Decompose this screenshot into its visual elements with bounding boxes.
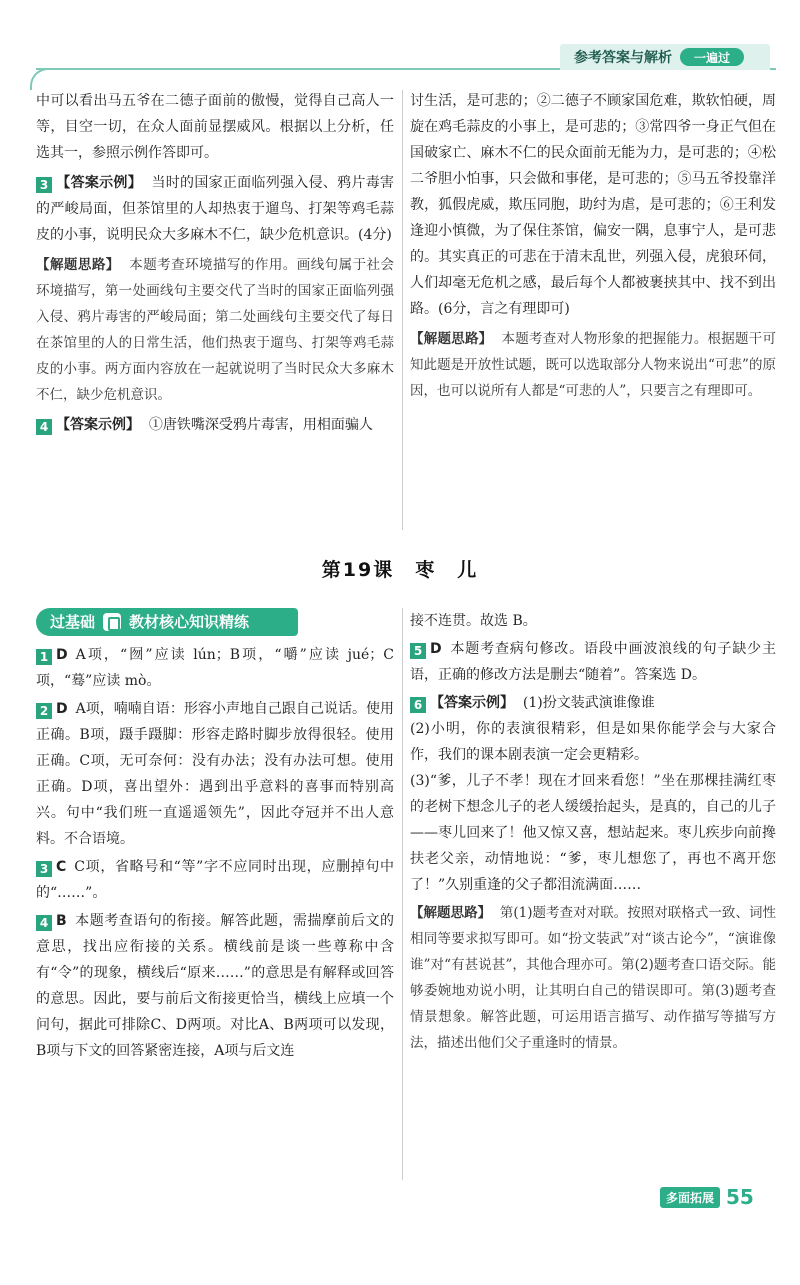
answer-choice: D bbox=[56, 701, 68, 717]
answer-choice: C bbox=[56, 859, 67, 875]
question-number: 6 bbox=[410, 697, 426, 713]
answer-label: 【答案示例】 bbox=[430, 695, 514, 711]
section-title: 过基础 bbox=[50, 613, 96, 631]
question-number: 3 bbox=[36, 861, 52, 877]
bottom-right-column bbox=[410, 608, 776, 1056]
hint-label: 【解题思路】 bbox=[410, 331, 493, 347]
hint-label: 【解题思路】 bbox=[410, 905, 492, 921]
section-subtitle: 教材核心知识精练 bbox=[129, 613, 250, 631]
section-banner bbox=[36, 608, 298, 636]
answer-4 bbox=[36, 908, 394, 1064]
answer-3 bbox=[36, 170, 394, 248]
top-right-column bbox=[410, 88, 776, 404]
answer-text: 本题考查病句修改。语段中画波浪线的句子缺少主语，正确的修改方法是删去“随着”。答案选 D。 bbox=[410, 641, 776, 683]
answer-4 bbox=[36, 412, 394, 438]
lesson-title: 第19课 枣 儿 bbox=[321, 559, 479, 581]
answer-text: A项，喃喃自语：形容小声地自己跟自己说话。使用正确。B项，蹑手蹑脚：形容走路时脚步放得很轻。使用正确。C项，无可奈何：没有办法；没有办法可想。使用正确。D项，喜出望外：遇到出乎意料的喜事而特别高兴。句中“我们班一直遥遥领先”，因此夺冠并不出人意料。不合语境。 bbox=[36, 701, 394, 847]
bottom-left-column bbox=[36, 608, 394, 1064]
question-number: 1 bbox=[36, 649, 52, 665]
footer-label: 多面拓展 bbox=[660, 1187, 720, 1208]
brand-logo: 一遍过 bbox=[680, 48, 744, 66]
header-title: 参考答案与解析 bbox=[574, 50, 672, 66]
answer-5 bbox=[410, 636, 776, 688]
question-number: 5 bbox=[410, 643, 426, 659]
answer-6-part-3: (3)“爹，儿子不孝！现在才回来看您！”坐在那棵挂满红枣的老树下想念儿子的老人缓缓抬起头，是真的，自己的儿子——枣儿回来了！他又惊又喜，想站起来。枣儿疾步向前搀扶老父亲，动情地说：“爹，枣儿想您了，再也不离开您了！”久别重逢的父子都泪流满面…… bbox=[410, 773, 776, 893]
answer-6-part-2: (2)小明，你的表演很精彩，但是如果你能学会与大家合作，我们的课本剧表演一定会更精彩。 bbox=[410, 721, 776, 763]
hint-text: 第(1)题考查对对联。按照对联格式一致、词性相同等要求拟写即可。如“扮文装武”对“谈古论今”，“演谁像谁”对“有甚说甚”，其他合理亦可。第(2)题考查口语交际。能够委婉地劝说小明，让其明白自己的错误即可。第(3)题考查情景想象。解答此题，可运用语言描写、动作描写等描写方法，描述出他们父子重逢时的情景。 bbox=[410, 905, 777, 1051]
page-footer bbox=[660, 1185, 754, 1209]
answer-label: 【答案示例】 bbox=[56, 417, 140, 433]
book-icon bbox=[103, 613, 121, 631]
answer-label: 【答案示例】 bbox=[56, 175, 142, 191]
hint-label: 【解题思路】 bbox=[36, 257, 120, 273]
header-tab bbox=[560, 44, 770, 70]
answer-choice: D bbox=[56, 647, 68, 663]
answer-text: 当时的国家正面临列强入侵、鸦片毒害的严峻局面，但茶馆里的人却热衷于遛鸟、打架等鸡毛蒜皮的小事，说明民众大多麻木不仁，缺少危机意识。(4分) bbox=[36, 175, 395, 243]
question-number: 2 bbox=[36, 703, 52, 719]
column-divider-top bbox=[402, 90, 403, 530]
hint-4 bbox=[410, 326, 776, 404]
page-header bbox=[0, 0, 800, 90]
answer-text: C项，省略号和“等”字不应同时出现，应删掉句中的“……”。 bbox=[36, 859, 394, 901]
answer-choice: D bbox=[430, 641, 442, 657]
page-number: 55 bbox=[726, 1185, 754, 1209]
answer-3 bbox=[36, 854, 394, 906]
paragraph: 讨生活，是可悲的；②二德子不顾家国危难，欺软怕硬，周旋在鸡毛蒜皮的小事上，是可悲的；③常四爷一身正气但在国破家亡、麻木不仁的民众面前无能为力，是可悲的；④松二爷胆小怕事，只会做和事佬，是可悲的；⑤马五爷投靠洋教，狐假虎威，欺压同胞，助纣为虐，是可悲的；⑥王利发逢迎小慎微，为了保住茶馆，偏安一隅，息事宁人，是可悲的。其实真正的可悲在于清末乱世，列强入侵，虎狼环伺，人们却毫无危机之感，最后每个人都被裹挟其中、找不到出路。(6分，言之有理即可) bbox=[410, 93, 776, 317]
hint-6 bbox=[410, 900, 776, 1056]
question-number: 4 bbox=[36, 915, 52, 931]
paragraph: 中可以看出马五爷在二德子面前的傲慢，觉得自己高人一等，目空一切，在众人面前显摆威风。根据以上分析，任选其一，参照示例作答即可。 bbox=[36, 93, 394, 161]
answer-text: (1)扮文装武演谁像谁 bbox=[522, 695, 655, 711]
paragraph: 接不连贯。故选 B。 bbox=[410, 613, 537, 629]
answer-text: 本题考查语句的衔接。解答此题，需揣摩前后文的意思，找出应衔接的关系。横线前是谈一些尊称中含有“令”的现象，横线后“原来……”的意思是有解释或回答的意思。因此，要与前后文衔接更恰当，横线上应填一个问句，据此可排除C、D两项。对比A、B两项可以发现，B项与下文的回答紧密连接，A项与后文连 bbox=[36, 913, 394, 1059]
hint-3 bbox=[36, 252, 394, 408]
question-number: 3 bbox=[36, 177, 52, 193]
answer-1 bbox=[36, 642, 394, 694]
column-divider-bottom bbox=[402, 608, 403, 1180]
answer-2 bbox=[36, 696, 394, 852]
answer-text: A项，“囫”应读 lún；B项，“嚼”应读 jué；C项，“蓦”应读 mò。 bbox=[36, 647, 394, 689]
hint-text: 本题考查环境描写的作用。画线句属于社会环境描写，第一处画线句主要交代了当时的国家正面临列强入侵、鸦片毒害的严峻局面；第二处画线句主要交代了每日在茶馆里的人的日常生活，他们热衷于遛鸟、打架等鸡毛蒜皮的小事。两方面内容放在一起就说明了当时民众大多麻木不仁，缺少危机意识。 bbox=[36, 257, 394, 403]
hint-text: 本题考查对人物形象的把握能力。根据题干可知此题是开放性试题，既可以选取部分人物来说出“可悲”的原因，也可以说所有人都是“可悲的人”，只要言之有理即可。 bbox=[410, 331, 777, 399]
answer-choice: B bbox=[56, 913, 67, 929]
question-number: 4 bbox=[36, 419, 52, 435]
top-left-column bbox=[36, 88, 394, 438]
answer-text: ①唐铁嘴深受鸦片毒害，用相面骗人 bbox=[148, 417, 373, 433]
answer-6 bbox=[410, 690, 776, 716]
header-decoration bbox=[30, 68, 58, 90]
